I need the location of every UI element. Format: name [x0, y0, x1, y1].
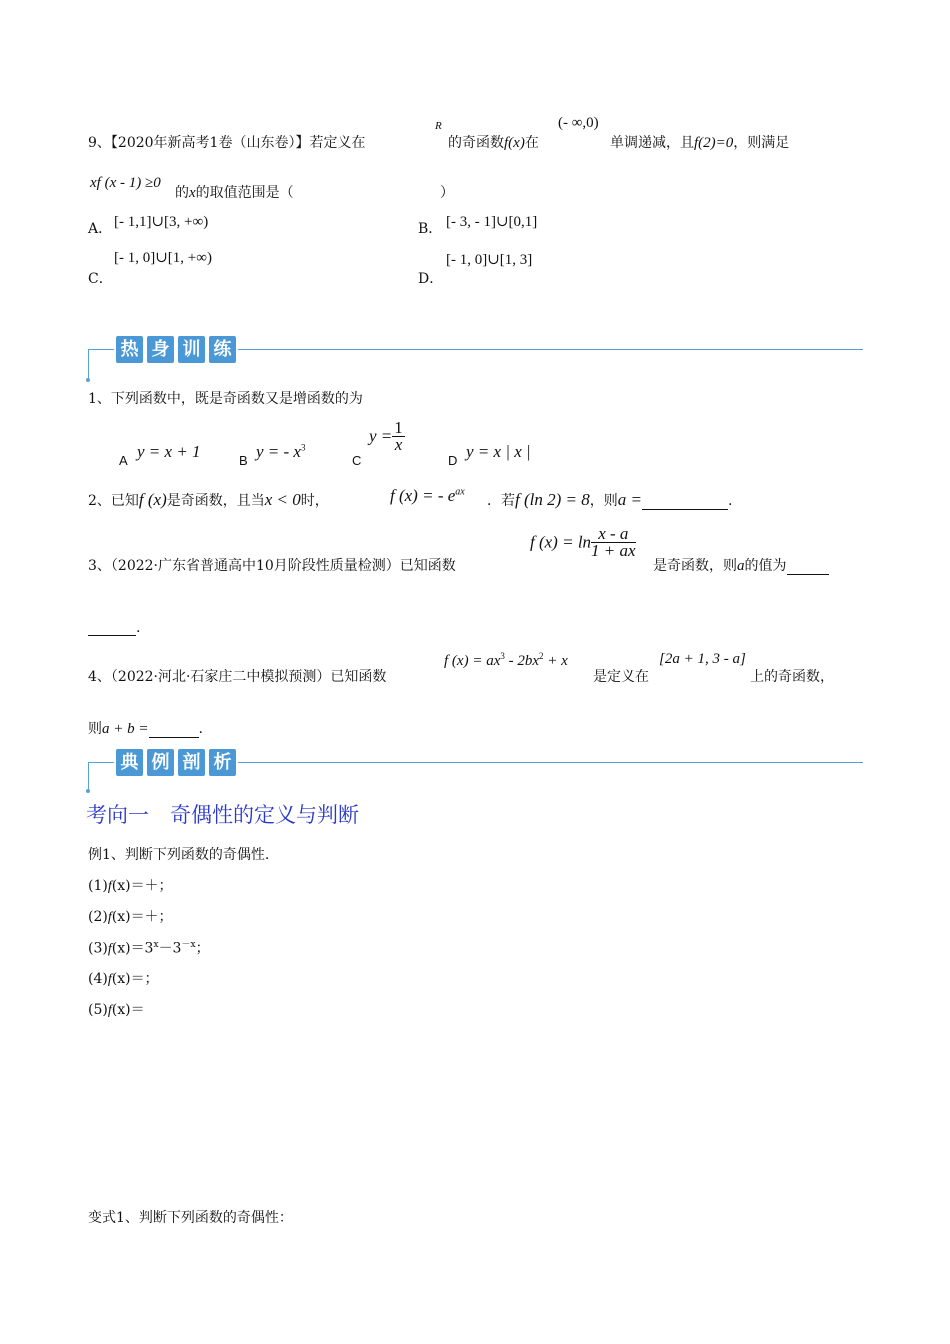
warmup-q1-b-label: B [239, 453, 248, 468]
warmup-q4-blank[interactable] [149, 723, 199, 738]
warmup-q1-b: y = - $x^3$ [256, 442, 306, 461]
warmup-q2-blank[interactable] [642, 495, 728, 510]
variant-text: 变式1、判断下列函数的奇偶性： [88, 1210, 293, 1226]
warmup-q4-text-3: 上的奇函数， [750, 669, 834, 685]
q9-option-a: [- 1,1]∪[3, +∞) [114, 214, 209, 230]
example-item-1: (1)f(x)＝＋； [88, 878, 173, 894]
section-title: 考向一 奇偶性的定义与判断 [86, 803, 359, 827]
example-header-char-3: 剖 [178, 749, 205, 776]
warmup-q3-blank-2[interactable] [88, 621, 136, 636]
warmup-q2: 2、已知f (x)是奇函数，且当x < 0时， [88, 490, 329, 509]
warmup-header-char-2: 身 [147, 336, 174, 363]
example-header-vline [88, 762, 89, 790]
warmup-q1-c-label: C [352, 453, 362, 468]
warmup-header-char-3: 训 [178, 336, 205, 363]
warmup-q3-line2: . [88, 620, 140, 636]
q9-option-a-label: A． [88, 221, 113, 237]
warmup-header-char-4: 练 [209, 336, 236, 363]
warmup-header-line-left [88, 349, 114, 350]
q9-line1: 9、【2020年新高考1卷（山东卷）】若定义在 [88, 135, 366, 151]
warmup-header-dot [86, 378, 90, 382]
example-item-4: (4)f(x)＝； [88, 971, 159, 987]
example-intro: 例1、判断下列函数的奇偶性. [88, 847, 270, 863]
warmup-q1-text: 1、下列函数中，既是奇函数又是增函数的为 [88, 391, 363, 407]
example-header-char-4: 析 [209, 749, 236, 776]
warmup-q3-function: f (x) = ln $\frac{x - a}{1 + ax}$ [530, 524, 636, 560]
warmup-header-line-right [238, 349, 863, 350]
warmup-q2-rest: ．若f (ln 2) = 8，则a = . [487, 490, 733, 509]
q9-option-c-label: C． [88, 271, 113, 287]
example-header-line-right [238, 762, 863, 763]
warmup-q4-line2: 则a + b = . [88, 721, 203, 737]
q9-option-d-label: D． [418, 271, 444, 287]
warmup-q1-d: y = x | x | [466, 442, 531, 461]
q9-R: R [435, 120, 442, 132]
warmup-q4-text: 4、（2022·河北·石家庄二中模拟预测）已知函数 [88, 669, 387, 685]
warmup-q1-a-label: A [119, 453, 128, 468]
warmup-q3-text: 3、（2022·广东省普通高中10月阶段性质量检测）已知函数 [88, 558, 456, 574]
warmup-q4-interval: [2a + 1, 3 - a] [659, 651, 746, 667]
warmup-header-char-1: 热 [116, 336, 143, 363]
q9-condition: xf (x - 1) ≥0 [90, 175, 161, 191]
example-item-2: (2)f(x)＝＋； [88, 909, 173, 925]
example-item-5: (5)f(x)＝ [88, 1002, 145, 1018]
example-header-dot [86, 789, 90, 793]
q9-line1b: 的奇函数f(x)在 [448, 135, 539, 151]
example-item-3: $(3)f(x)=3^x-3^{-x}$； [88, 940, 210, 957]
q9-line2: 的x的取值范围是（ [175, 185, 294, 201]
q9-paren: ） [440, 185, 454, 201]
q9-line1c: 单调递减，且f(2)=0，则满足 [610, 135, 790, 151]
warmup-q3-rest: 是奇函数，则a的值为 [653, 555, 829, 575]
warmup-q1-a: y = x + 1 [137, 442, 201, 461]
warmup-q1-d-label: D [448, 453, 458, 468]
example-header-line-left [88, 762, 114, 763]
q9-option-b: [- 3, - 1]∪[0,1] [446, 214, 538, 230]
q9-option-b-label: B． [418, 221, 443, 237]
q9-option-c: [- 1, 0]∪[1, +∞) [114, 250, 212, 266]
example-header-char-1: 典 [116, 749, 143, 776]
example-header-char-2: 例 [147, 749, 174, 776]
q9-interval: (- ∞,0) [558, 115, 599, 131]
q9-option-d: [- 1, 0]∪[1, 3] [446, 252, 533, 268]
warmup-header-vline [88, 349, 89, 379]
warmup-q1-c: y = $\frac{1}{x}$ [369, 418, 403, 454]
warmup-q4-function: f $(x) = ax^3 - 2bx^2 + x$ [444, 651, 568, 669]
warmup-q2-def: f (x) = - $e^{ax}$ [390, 486, 465, 505]
warmup-q4-text-2: 是定义在 [593, 669, 649, 685]
warmup-q3-blank-1[interactable] [787, 560, 829, 575]
